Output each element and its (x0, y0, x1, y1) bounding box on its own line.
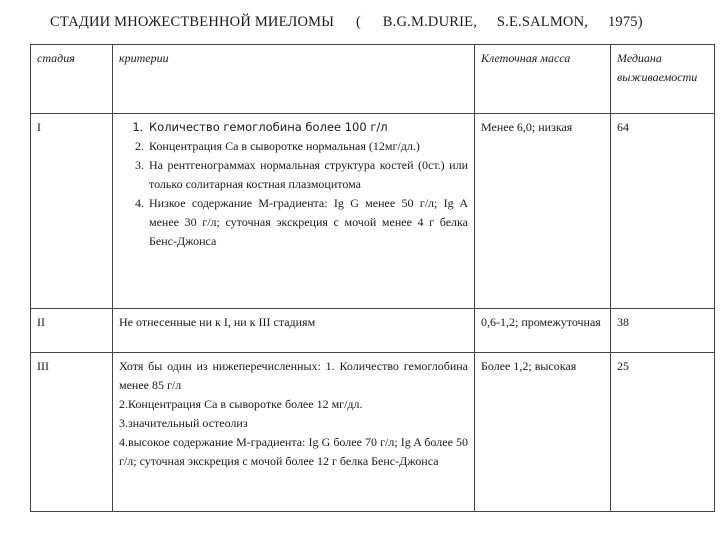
list-item: 3. На рентгенограммах нормальная структура костей (0ст.) или только солитарная костная плазмоцитома (147, 156, 468, 194)
list-item: 4. Низкое содержание М-градиента: Ig G менее 50 г/л; Ig A менее 30 г/л; суточная экскреция с мочой менее 4 г белка Бенс-Джонса (147, 194, 468, 251)
criteria-line: 2.Концентрация Са в сыворотке более 12 мг/дл. (119, 397, 363, 411)
page-title (50, 14, 690, 31)
stage-cell: II (31, 309, 113, 353)
table-row (31, 309, 715, 353)
header-criteria: критерии (113, 45, 475, 114)
criteria-line: Хотя бы один из нижеперечисленных: 1. Количество гемоглобина менее 85 г/л (119, 359, 468, 392)
header-stage: стадия (31, 45, 113, 114)
criteria-cell (113, 353, 475, 512)
survival-cell: 25 (611, 353, 715, 512)
header-cell-mass: Клеточная масса (475, 45, 611, 114)
list-item: 1. Количество гемоглобина более 100 г/л (147, 118, 468, 137)
stage-cell: I (31, 114, 113, 309)
title-year: 1975) (607, 14, 643, 30)
mass-cell: Менее 6,0; низкая (475, 114, 611, 309)
survival-cell: 38 (611, 309, 715, 353)
criteria-cell (113, 114, 475, 309)
title-author-2: S.E.SALMON, (496, 14, 589, 30)
criteria-list (119, 118, 468, 251)
header-survival: Медиана выживаемости (611, 45, 715, 114)
mass-cell: 0,6-1,2; промежуточная (475, 309, 611, 353)
table-header-row (31, 45, 715, 114)
staging-table (30, 44, 715, 512)
title-paren: ( (355, 14, 361, 30)
criteria-line: 3.значительный остеолиз (119, 416, 248, 430)
table-row (31, 353, 715, 512)
mass-cell: Более 1,2; высокая (475, 353, 611, 512)
table-row (31, 114, 715, 309)
criteria-cell: Не отнесенные ни к I, ни к III стадиям (113, 309, 475, 353)
stage-cell: III (31, 353, 113, 512)
title-author-1: B.G.M.DURIE, (382, 14, 478, 30)
survival-cell: 64 (611, 114, 715, 309)
title-main: СТАДИИ МНОЖЕСТВЕННОЙ МИЕЛОМЫ (50, 14, 335, 30)
list-item: 2. Концентрация Са в сыворотке нормальная (12мг/дл.) (147, 137, 468, 156)
criteria-line: 4.высокое содержание М-градиента: Ig G более 70 г/л; Ig A более 50 г/л; суточная экскреция с мочой более 12 г белка Бенс-Джонса (119, 435, 468, 468)
